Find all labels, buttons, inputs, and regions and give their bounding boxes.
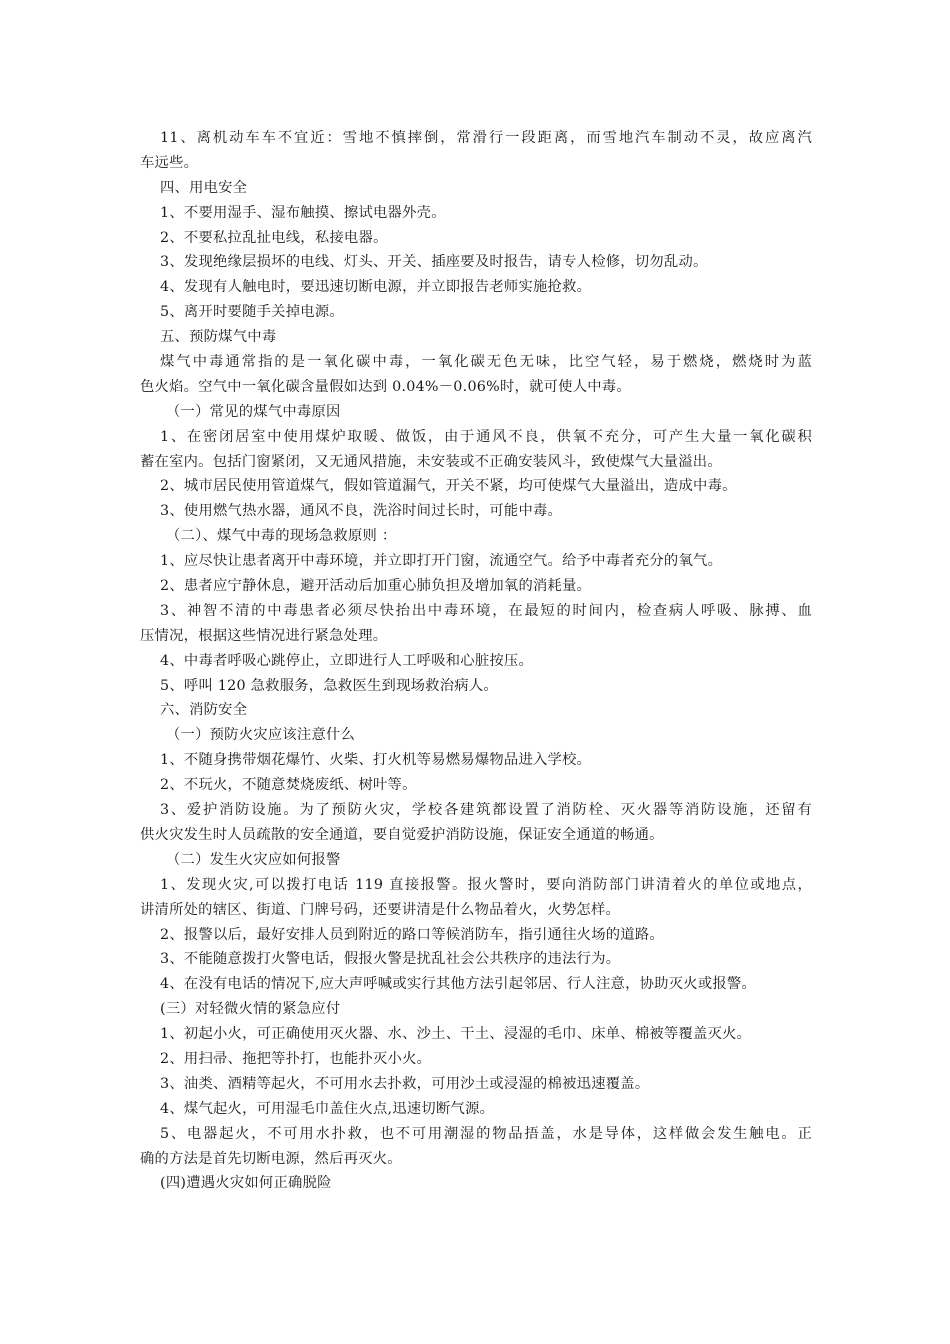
text-line: 3、不能随意拨打火警电话，假报火警是扰乱社会公共秩序的违法行为。	[160, 951, 621, 968]
text-line: 1、不随身携带烟花爆竹、火柴、打火机等易燃易爆物品进入学校。	[160, 752, 592, 769]
text-line: 4、煤气起火，可用湿毛巾盖住火点,迅速切断气源。	[160, 1100, 495, 1117]
text-line: 供火灾发生时人员疏散的安全通道，要自觉爱护消防设施，保证安全通道的畅通。	[140, 826, 664, 843]
document-page	[140, 126, 812, 1196]
text-line: 压情况，根据这些情况进行紧急处理。	[140, 627, 388, 644]
text-line: 3、使用燃气热水器，通风不良，洗浴时间过长时，可能中毒。	[160, 503, 563, 520]
text-line: 4、发现有人触电时，要迅速切断电源，并立即报告老师实施抢救。	[160, 279, 592, 296]
subsection-heading: (四)遭遇火灾如何正确脱险	[160, 1175, 332, 1192]
subsection-heading: （二）发生火灾应如何报警	[166, 851, 341, 868]
text-line: 1、发现火灾,可以拨打电话 119 直接报警。报火警时，要向消防部门讲清着火的单位或地点，	[160, 876, 812, 893]
text-line: 2、不玩火，不随意焚烧废纸、树叶等。	[160, 777, 417, 794]
subsection-heading: （二）、煤气中毒的现场急救原则 ：	[166, 528, 397, 545]
text-line: 2、城市居民使用管道煤气，假如管道漏气，开关不紧，均可使煤气大量溢出，造成中毒。	[160, 478, 737, 495]
text-line: 11、离机动车车不宜近：雪地不慎摔倒，常滑行一段距离，而雪地汽车制动不灵，故应离汽	[160, 130, 812, 146]
text-line: 3、发现绝缘层损坏的电线、灯头、开关、插座要及时报告，请专人检修，切勿乱动。	[160, 254, 708, 271]
text-line: 3、爱护消防设施。为了预防火灾，学校各建筑都设置了消防栓、灭火器等消防设施，还留有	[160, 802, 812, 819]
text-line: 4、中毒者呼吸心跳停止，立即进行人工呼吸和心脏按压。	[160, 652, 534, 669]
text-line: 2、用扫帚、拖把等扑打，也能扑灭小火。	[160, 1050, 432, 1067]
text-line: 3、神智不清的中毒患者必须尽快抬出中毒环境，在最短的时间内，检查病人呼吸、脉搏、血	[160, 602, 812, 619]
text-line: 5、离开时要随手关掉电源。	[160, 304, 344, 321]
text-line: 蓄在室内。包括门窗紧闭，又无通风措施，未安装或不正确安装风斗，致使煤气大量溢出。	[140, 453, 722, 470]
text-line: 1、在密闭居室中使用煤炉取暖、做饭，由于通风不良，供氧不充分，可产生大量一氧化碳积	[160, 428, 812, 445]
text-line: 2、报警以后，最好安排人员到附近的路口等候消防车，指引通往火场的道路。	[160, 926, 664, 943]
text-line: 5、电器起火，不可用水扑救，也不可用潮湿的物品捂盖，水是导体，这样做会发生触电。正	[160, 1125, 812, 1142]
subsection-heading: (三）对轻微火情的紧急应付	[160, 1001, 341, 1018]
text-line: 3、油类、酒精等起火，不可用水去扑救，可用沙土或浸湿的棉被迅速覆盖。	[160, 1075, 650, 1092]
text-line: 煤气中毒通常指的是一氧化碳中毒，一氧化碳无色无味，比空气轻，易于燃烧，燃烧时为蓝	[160, 354, 812, 371]
text-line: 1、应尽快让患者离开中毒环境，并立即打开门窗，流通空气。给予中毒者充分的氧气。	[160, 553, 723, 570]
text-line: 确的方法是首先切断电源，然后再灭火。	[140, 1150, 402, 1167]
text-line: 2、患者应宁静休息，避开活动后加重心肺负担及增加氧的消耗量。	[160, 578, 592, 595]
subsection-heading: （一）预防火灾应该注意什么	[166, 727, 356, 744]
subsection-heading: （一）常见的煤气中毒原因	[166, 403, 341, 420]
text-line: 1、不要用湿手、湿布触摸、擦试电器外壳。	[160, 204, 446, 221]
text-line: 1、初起小火，可正确使用灭火器、水、沙土、干土、浸湿的毛巾、床单、棉被等覆盖灭火。	[160, 1026, 752, 1043]
text-line: 2、不要私拉乱扯电线，私接电器。	[160, 229, 388, 246]
text-line: 讲清所处的辖区、街道、门牌号码，还要讲清是什么物品着火，火势怎样。	[140, 901, 621, 918]
section-heading: 五、预防煤气中毒	[160, 329, 277, 346]
text-line: 5、呼叫 120 急救服务，急救医生到现场救治病人。	[160, 677, 498, 694]
section-heading: 六、消防安全	[160, 702, 248, 719]
text-line: 色火焰。空气中一氧化碳含量假如达到 0.04%－0.06%时，就可使人中毒。	[140, 378, 631, 395]
text-line: 车远些。	[140, 154, 199, 171]
section-heading: 四、用电安全	[160, 179, 248, 196]
text-line: 4、在没有电话的情况下,应大声呼喊或实行其他方法引起邻居、行人注意，协助灭火或报警。	[160, 976, 757, 993]
